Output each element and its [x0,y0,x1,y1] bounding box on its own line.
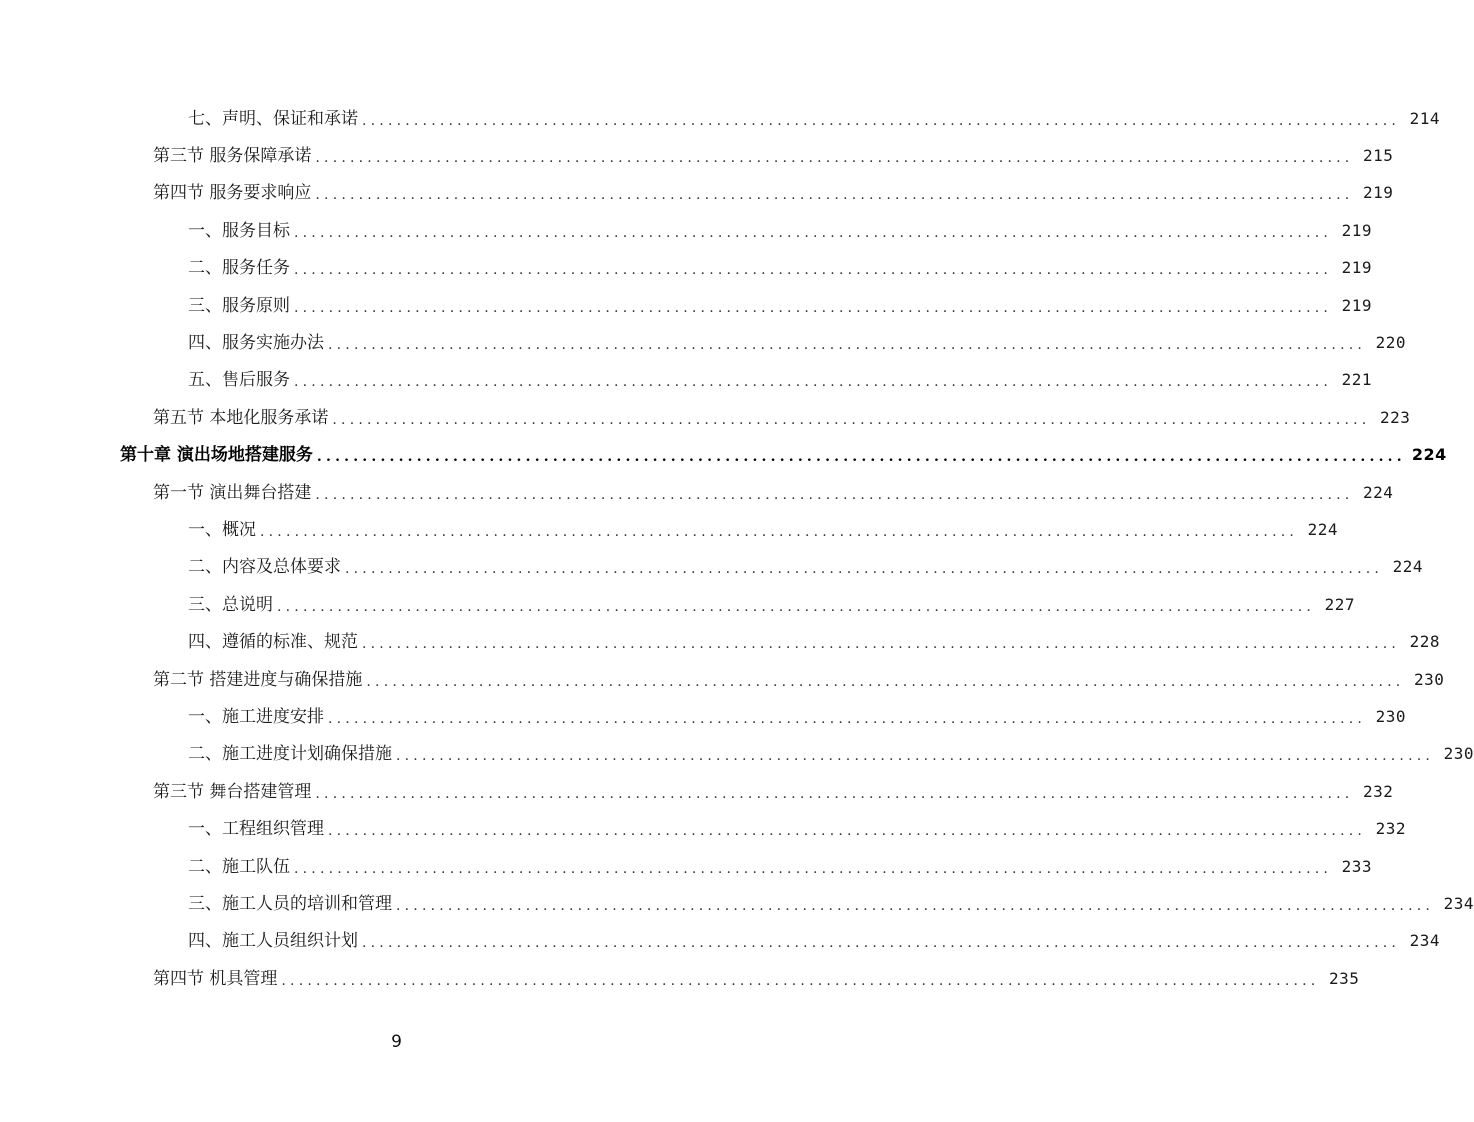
dot-leader: ........................................................................................................................ [332,411,1371,428]
toc-entry[interactable] [0,549,1424,586]
toc-entry-page: 230 [1375,706,1407,726]
toc-entry-title: 一、概况 [188,519,256,540]
dot-leader: ........................................................................................................................ [366,673,1405,690]
toc-entry[interactable] [0,586,1356,623]
dot-leader: ........................................................................................................................ [294,299,1333,316]
dot-leader: ........................................................................................................................ [362,112,1401,129]
toc-entry-title: 三、总说明 [188,594,273,615]
dot-leader: ........................................................................................................................ [315,187,1354,204]
toc-entry[interactable] [0,324,1407,361]
toc-entry-page: 228 [1409,632,1441,652]
toc-entry-title: 第十章 演出场地搭建服务 [120,445,313,466]
dot-leader: ........................................................................................................................ [294,860,1333,877]
toc-entry[interactable] [0,623,1441,660]
toc-entry-title: 第五节 本地化服务承诺 [153,407,329,428]
toc-entry-page: 214 [1409,108,1441,128]
toc-entry-page: 234 [1409,931,1441,951]
toc-entry-title: 第三节 服务保障承诺 [153,146,312,167]
toc-entry[interactable] [0,511,1339,548]
dot-leader: ........................................................................................................................ [328,710,1367,727]
toc-entry-page: 232 [1363,781,1394,801]
toc-entry[interactable] [0,885,1474,922]
dot-leader: ........................................................................................................................ [315,785,1354,802]
dot-leader: ........................................................................................................................ [345,561,1384,578]
toc-entry-page: 215 [1363,146,1394,166]
dot-leader: ........................................................................................................................ [396,748,1435,765]
toc-entry-title: 二、施工进度计划确保措施 [188,744,392,765]
toc-entry-title: 第四节 机具管理 [153,968,278,989]
page-number: 9 [391,1032,402,1052]
toc-entry-page: 224 [1411,445,1447,465]
toc-entry[interactable] [0,287,1373,324]
toc-entry-title: 第三节 舞台搭建管理 [153,781,312,802]
toc-entry[interactable] [0,474,1394,511]
toc-entry-page: 219 [1341,220,1373,240]
dot-leader: ........................................................................................................................ [328,823,1367,840]
toc-entry[interactable] [0,175,1394,212]
toc-chapter-entry[interactable] [0,437,1447,474]
toc-entry[interactable] [0,212,1373,249]
toc-entry-title: 第二节 搭建进度与确保措施 [153,669,363,690]
toc-entry[interactable] [0,923,1441,960]
toc-entry-page: 230 [1443,744,1474,764]
dot-leader: ........................................................................................................................ [396,897,1435,914]
toc-entry[interactable] [0,399,1411,436]
table-of-contents [0,100,1474,997]
toc-entry-title: 一、工程组织管理 [188,819,324,840]
dot-leader: ........................................................................................................................ [362,935,1401,952]
toc-entry-title: 四、服务实施办法 [188,333,324,354]
toc-entry[interactable] [0,661,1445,698]
toc-entry[interactable] [0,736,1474,773]
toc-entry-title: 三、施工人员的培训和管理 [188,893,392,914]
toc-entry-title: 一、施工进度安排 [188,706,324,727]
dot-leader: ........................................................................................................................ [315,150,1354,167]
toc-entry-page: 224 [1392,557,1424,577]
toc-entry-page: 219 [1363,183,1394,203]
dot-leader: ........................................................................................................................ [362,636,1401,653]
dot-leader: ........................................................................................................................ [316,449,1406,466]
toc-entry-title: 第四节 服务要求响应 [153,183,312,204]
toc-entry-page: 234 [1443,893,1474,913]
toc-entry-title: 五、售后服务 [188,370,290,391]
toc-entry[interactable] [0,810,1407,847]
toc-entry[interactable] [0,250,1373,287]
toc-entry[interactable] [0,698,1407,735]
dot-leader: ........................................................................................................................ [281,972,1320,989]
toc-entry[interactable] [0,773,1394,810]
toc-entry-page: 221 [1341,370,1373,390]
toc-entry-page: 233 [1341,856,1373,876]
toc-entry-page: 219 [1341,258,1373,278]
dot-leader: ........................................................................................................................ [260,523,1299,540]
dot-leader: ........................................................................................................................ [315,486,1354,503]
toc-entry-title: 二、服务任务 [188,258,290,279]
toc-entry[interactable] [0,137,1394,174]
toc-entry[interactable] [0,362,1373,399]
toc-entry-page: 224 [1363,482,1394,502]
toc-entry-page: 227 [1324,594,1356,614]
toc-entry-title: 七、声明、保证和承诺 [188,108,358,129]
dot-leader: ........................................................................................................................ [277,598,1316,615]
toc-entry-title: 二、施工队伍 [188,856,290,877]
toc-entry[interactable] [0,100,1441,137]
toc-entry-page: 232 [1375,819,1407,839]
toc-entry-title: 一、服务目标 [188,220,290,241]
toc-entry[interactable] [0,848,1373,885]
toc-entry-page: 230 [1414,669,1445,689]
toc-entry-page: 223 [1380,407,1411,427]
toc-entry-page: 224 [1307,519,1339,539]
toc-entry-title: 四、施工人员组织计划 [188,931,358,952]
toc-entry-title: 三、服务原则 [188,295,290,316]
toc-entry-page: 220 [1375,333,1407,353]
toc-entry-title: 四、遵循的标准、规范 [188,632,358,653]
dot-leader: ........................................................................................................................ [294,374,1333,391]
toc-entry[interactable] [0,960,1360,997]
toc-entry-title: 二、内容及总体要求 [188,557,341,578]
toc-entry-page: 235 [1329,968,1360,988]
dot-leader: ........................................................................................................................ [294,224,1333,241]
toc-entry-page: 219 [1341,295,1373,315]
dot-leader: ........................................................................................................................ [294,262,1333,279]
toc-entry-title: 第一节 演出舞台搭建 [153,482,312,503]
dot-leader: ........................................................................................................................ [328,337,1367,354]
